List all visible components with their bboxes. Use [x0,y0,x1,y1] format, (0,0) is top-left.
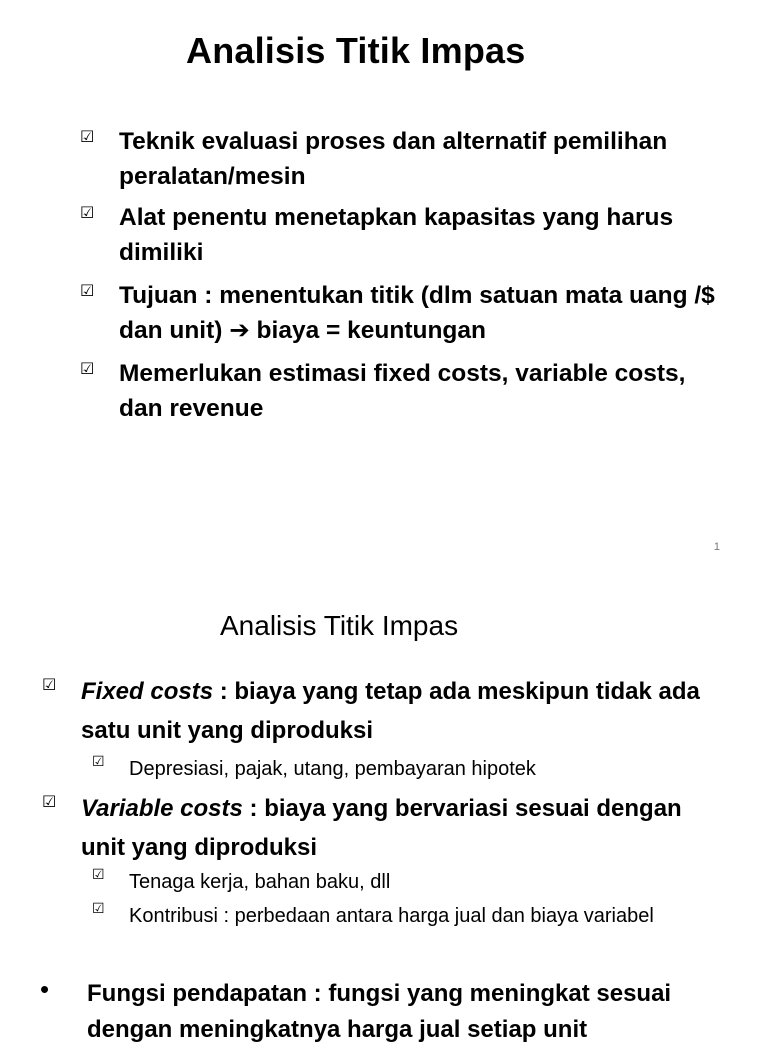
sub-bullet-text: Tenaga kerja, bahan baku, dll [129,871,391,893]
slide-2-title: Analisis Titik Impas [220,610,459,641]
bullet-text: Fungsi pendapatan : fungsi yang meningkat sesuai dengan meningkatnya harga jual setiap unit [87,980,672,1043]
fixed-costs-example [92,753,692,786]
slide-2 [0,570,768,1043]
checkbox-icon: ☑ [92,754,105,770]
sub-bullet-text: Depresiasi, pajak, utang, pembayaran hipotek [129,758,536,780]
checkbox-icon: ☑ [42,792,57,811]
bullet-text: Alat penentu menetapkan kapasitas yang harus dimiliki [119,204,674,266]
checkbox-icon: ☑ [42,675,57,694]
fixed-costs-definition: : biaya yang tetap ada meskipun tidak ada satu unit yang diproduksi [81,678,700,744]
revenue-function-bullet [40,976,740,1048]
slide-1-title: Analisis Titik Impas [186,30,526,71]
page-number: 1 [713,541,720,553]
variable-costs-bullet [42,789,732,867]
fixed-costs-bullet [42,672,732,750]
checkbox-icon: ☑ [92,901,105,917]
bullet-text: Teknik evaluasi proses dan alternatif pemilihan peralatan/mesin [119,128,668,190]
variable-costs-example-1 [92,866,692,899]
checkbox-icon: ☑ [80,281,95,300]
variable-costs-term: Variable costs [81,795,243,822]
checkbox-icon: ☑ [80,127,95,146]
bullet-dot-icon: • [40,974,50,1004]
slide-1-bullet-1 [80,124,720,194]
slide-1-bullet-2 [80,200,720,270]
slide-1-bullet-3 [80,278,720,348]
sub-bullet-text: Kontribusi : perbedaan antara harga jual dan biaya variabel [129,905,654,927]
bullet-text: Memerlukan estimasi fixed costs, variable costs, dan revenue [119,360,686,422]
variable-costs-example-2 [92,900,692,933]
bullet-text: Tujuan : menentukan titik (dlm satuan mata uang /$ dan unit) ➔ biaya = keuntungan [119,282,715,344]
variable-costs-definition: : biaya yang bervariasi sesuai dengan unit yang diproduksi [81,795,682,861]
checkbox-icon: ☑ [92,867,105,883]
slide-1-bullet-4 [80,356,720,426]
checkbox-icon: ☑ [80,359,95,378]
checkbox-icon: ☑ [80,203,95,222]
fixed-costs-term: Fixed costs [81,678,214,705]
